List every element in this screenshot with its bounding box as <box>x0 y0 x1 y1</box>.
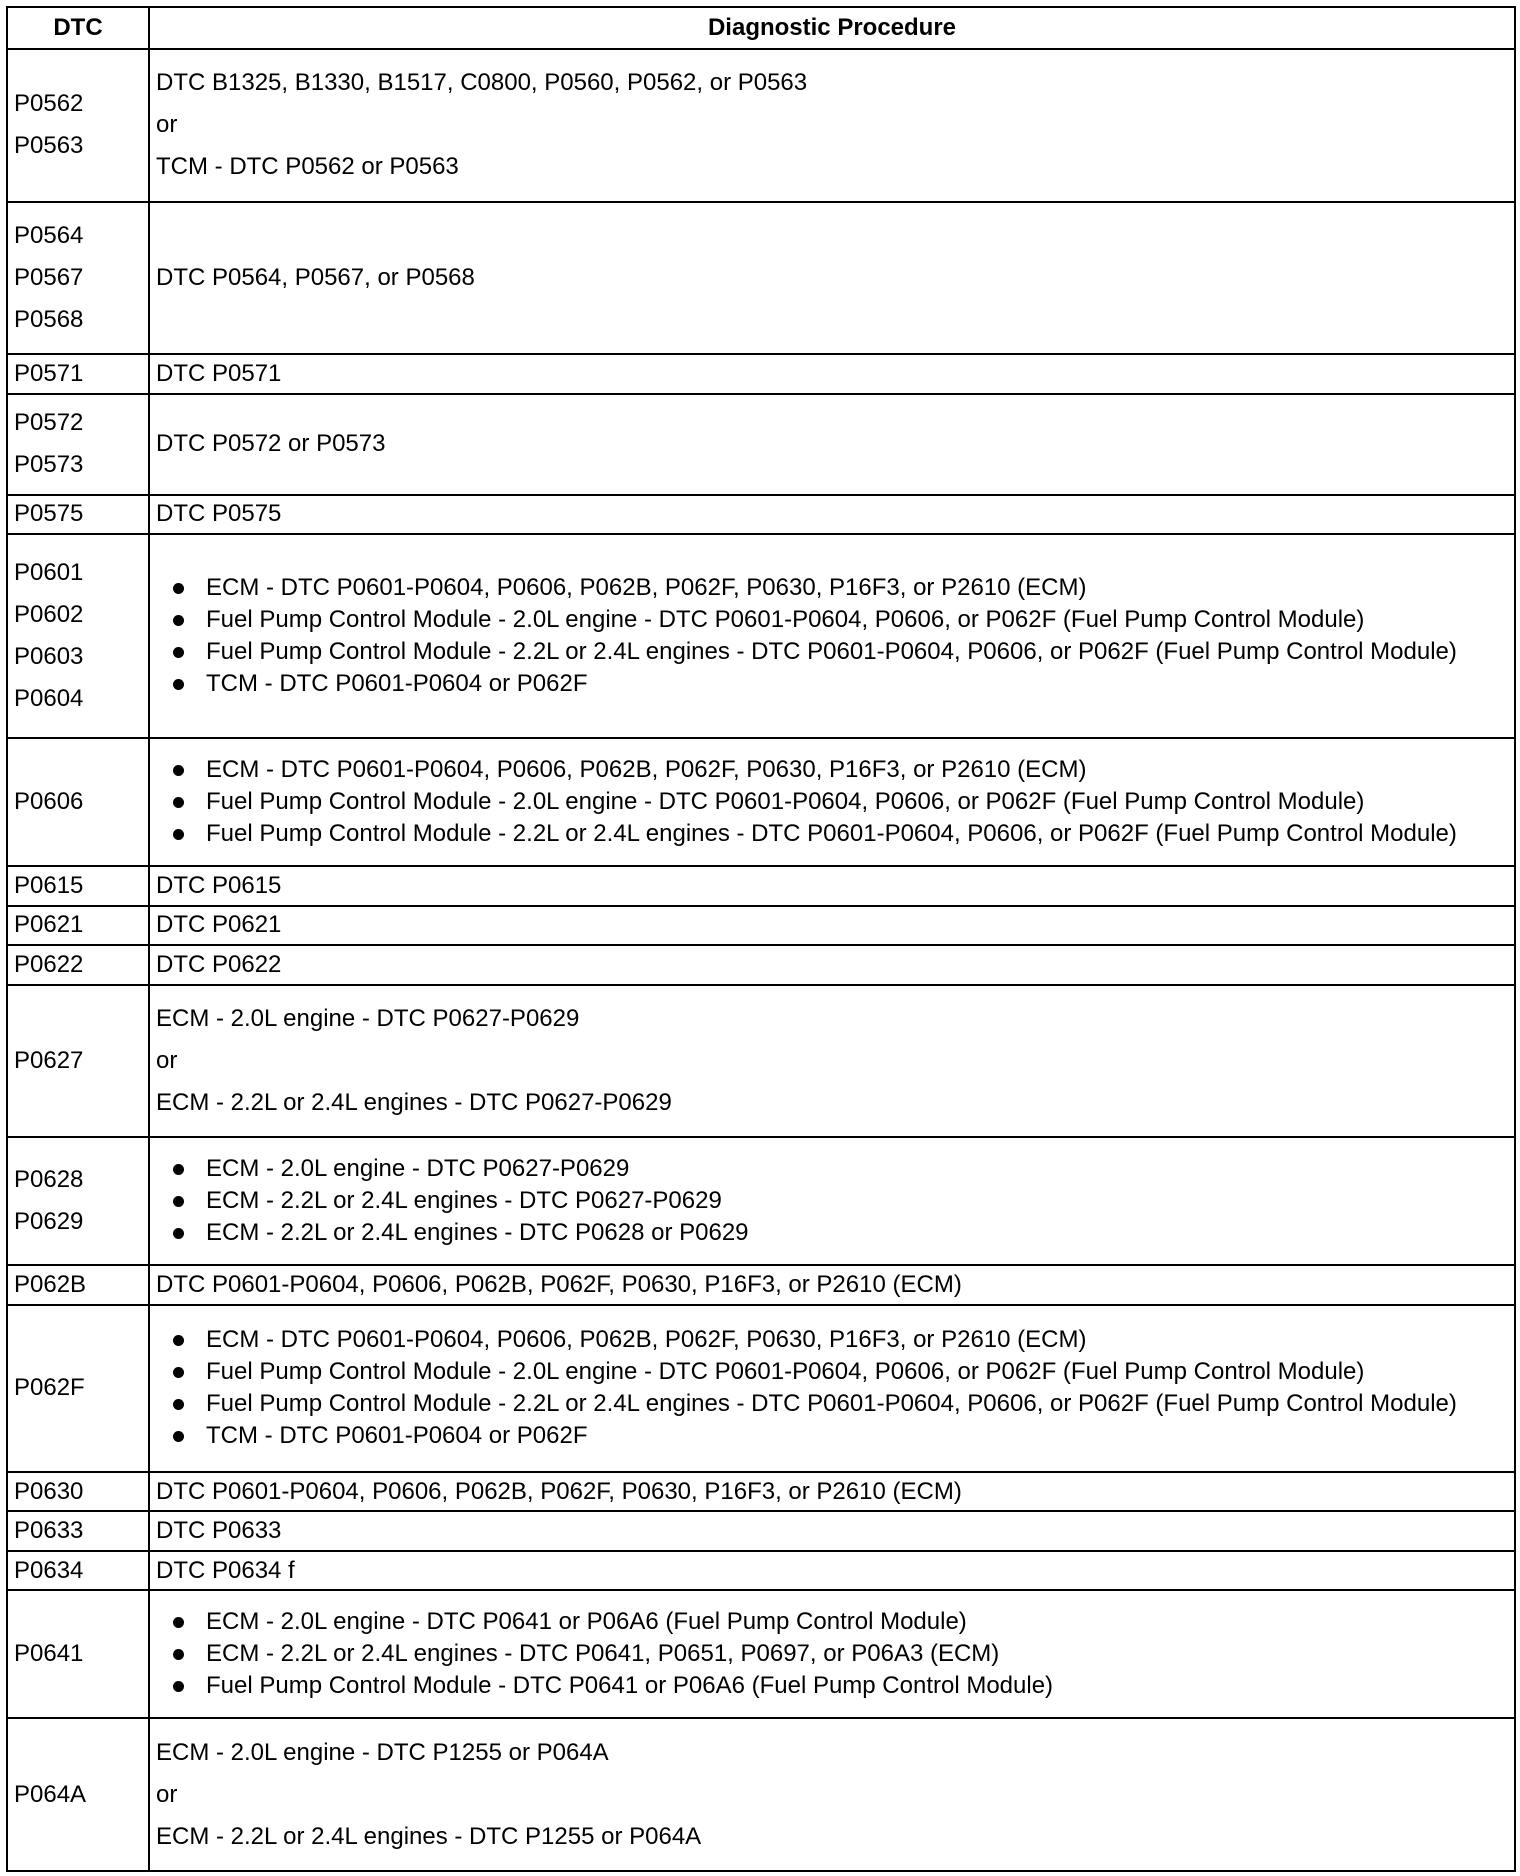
procedure-bullet-item <box>156 669 1508 699</box>
procedure-text: DTC B1325, B1330, B1517, C0800, P0560, P0562, or P0563 <box>156 69 808 97</box>
procedure-bullet-text: Fuel Pump Control Module - 2.0L engine - DTC P0601-P0604, P0606, or P062F (Fuel Pump Control Module) <box>206 1358 1365 1386</box>
procedure-bullet-list <box>156 1607 1508 1701</box>
dtc-code-cell <box>7 202 149 355</box>
table-row <box>7 1718 1515 1871</box>
procedure-bullet-text: Fuel Pump Control Module - 2.2L or 2.4L engines - DTC P0601-P0604, P0606, or P062F (Fuel Pump Control Module) <box>206 820 1457 848</box>
procedure-bullet-text: ECM - 2.2L or 2.4L engines - DTC P0641, P0651, P0697, or P06A3 (ECM) <box>206 1640 1000 1668</box>
dtc-code-cell <box>7 1590 149 1718</box>
procedure-bullet-item <box>156 1154 1508 1184</box>
procedure-text: DTC P0571 <box>156 359 282 387</box>
table-row <box>7 945 1515 984</box>
table-row <box>7 534 1515 738</box>
bullet-icon <box>173 797 184 808</box>
dtc-code-cell <box>7 1718 149 1871</box>
procedure-text: DTC P0634 f <box>156 1556 295 1584</box>
procedure-or-separator: or <box>156 1780 178 1808</box>
procedure-bullet-text: ECM - 2.0L engine - DTC P0641 or P06A6 (Fuel Pump Control Module) <box>206 1608 967 1636</box>
procedure-text: ECM - 2.0L engine - DTC P0627-P0629 <box>156 1004 580 1032</box>
dtc-code: P0622 <box>14 950 84 978</box>
procedure-bullet-text: Fuel Pump Control Module - DTC P0641 or P06A6 (Fuel Pump Control Module) <box>206 1672 1054 1700</box>
procedure-text: DTC P0633 <box>156 1517 282 1545</box>
dtc-code: P0572 <box>14 409 84 437</box>
procedure-text: DTC P0621 <box>156 911 282 939</box>
bullet-icon <box>173 765 184 776</box>
dtc-code: P0627 <box>14 1046 84 1074</box>
dtc-code-cell <box>7 1511 149 1550</box>
dtc-code-cell <box>7 866 149 905</box>
bullet-icon <box>173 1649 184 1660</box>
bullet-icon <box>173 1399 184 1410</box>
table-row <box>7 1551 1515 1590</box>
procedure-cell <box>149 1718 1515 1871</box>
table-row <box>7 1511 1515 1550</box>
dtc-code-cell <box>7 906 149 945</box>
bullet-icon <box>173 1617 184 1628</box>
procedure-bullet-text: ECM - DTC P0601-P0604, P0606, P062B, P062F, P0630, P16F3, or P2610 (ECM) <box>206 1326 1087 1354</box>
dtc-code: P062B <box>14 1270 87 1298</box>
procedure-text: DTC P0601-P0604, P0606, P062B, P062F, P0630, P16F3, or P2610 (ECM) <box>156 1270 962 1298</box>
table-row <box>7 738 1515 866</box>
procedure-bullet-text: ECM - 2.2L or 2.4L engines - DTC P0628 or P0629 <box>206 1219 749 1247</box>
bullet-icon <box>173 647 184 658</box>
procedure-bullet-list <box>156 1325 1508 1451</box>
bullet-icon <box>173 1228 184 1239</box>
procedure-or-separator: or <box>156 1046 178 1074</box>
procedure-bullet-list <box>156 1154 1508 1248</box>
dtc-column-header: DTC <box>7 7 149 49</box>
dtc-code: P0634 <box>14 1556 84 1584</box>
dtc-code: P0563 <box>14 132 84 160</box>
dtc-code-cell <box>7 1137 149 1265</box>
procedure-bullet-text: ECM - DTC P0601-P0604, P0606, P062B, P062F, P0630, P16F3, or P2610 (ECM) <box>206 756 1087 784</box>
dtc-code: P0564 <box>14 221 84 249</box>
dtc-code: P0615 <box>14 872 84 900</box>
procedure-bullet-item <box>156 637 1508 667</box>
procedure-cell <box>149 1551 1515 1590</box>
procedure-text: ECM - 2.2L or 2.4L engines - DTC P0627-P0629 <box>156 1088 672 1116</box>
procedure-cell <box>149 1265 1515 1304</box>
table-row <box>7 49 1515 202</box>
procedure-bullet-item <box>156 1325 1508 1355</box>
bullet-icon <box>173 1431 184 1442</box>
bullet-icon <box>173 1196 184 1207</box>
dtc-code-cell <box>7 394 149 495</box>
procedure-bullet-item <box>156 819 1508 849</box>
dtc-code: P0575 <box>14 500 84 528</box>
procedure-bullet-list <box>156 573 1508 699</box>
procedure-bullet-item <box>156 1218 1508 1248</box>
bullet-icon <box>173 829 184 840</box>
procedure-or-separator: or <box>156 111 178 139</box>
dtc-code-cell <box>7 1305 149 1472</box>
dtc-code: P0571 <box>14 359 84 387</box>
procedure-bullet-item <box>156 1389 1508 1419</box>
dtc-code: P062F <box>14 1374 85 1402</box>
procedure-text: ECM - 2.2L or 2.4L engines - DTC P1255 or P064A <box>156 1822 702 1850</box>
procedure-bullet-item <box>156 1357 1508 1387</box>
procedure-text: DTC P0615 <box>156 872 282 900</box>
procedure-bullet-item <box>156 1607 1508 1637</box>
procedure-bullet-text: Fuel Pump Control Module - 2.2L or 2.4L engines - DTC P0601-P0604, P0606, or P062F (Fuel Pump Control Module) <box>206 638 1457 666</box>
dtc-code: P0633 <box>14 1517 84 1545</box>
procedure-bullet-text: TCM - DTC P0601-P0604 or P062F <box>206 670 588 698</box>
dtc-code: P0641 <box>14 1640 84 1668</box>
procedure-text: DTC P0564, P0567, or P0568 <box>156 263 475 291</box>
procedure-bullet-item <box>156 605 1508 635</box>
dtc-code: P0628 <box>14 1166 84 1194</box>
procedure-text: DTC P0622 <box>156 950 282 978</box>
dtc-code-cell <box>7 354 149 393</box>
procedure-cell <box>149 738 1515 866</box>
procedure-cell <box>149 394 1515 495</box>
bullet-icon <box>173 615 184 626</box>
bullet-icon <box>173 1367 184 1378</box>
table-row <box>7 906 1515 945</box>
dtc-code: P0621 <box>14 911 84 939</box>
bullet-icon <box>173 679 184 690</box>
dtc-code-cell <box>7 495 149 534</box>
procedure-text: TCM - DTC P0562 or P0563 <box>156 153 459 181</box>
dtc-table <box>6 6 1516 1872</box>
procedure-text: DTC P0601-P0604, P0606, P062B, P062F, P0630, P16F3, or P2610 (ECM) <box>156 1477 962 1505</box>
table-row <box>7 866 1515 905</box>
procedure-bullet-text: Fuel Pump Control Module - 2.0L engine - DTC P0601-P0604, P0606, or P062F (Fuel Pump Control Module) <box>206 788 1365 816</box>
table-row <box>7 985 1515 1138</box>
bullet-icon <box>173 1335 184 1346</box>
table-row <box>7 1137 1515 1265</box>
dtc-code-cell <box>7 534 149 738</box>
dtc-code: P0603 <box>14 643 84 671</box>
table-row <box>7 394 1515 495</box>
dtc-code-cell <box>7 1265 149 1304</box>
procedure-bullet-item <box>156 1639 1508 1669</box>
procedure-cell <box>149 985 1515 1138</box>
dtc-code-cell <box>7 985 149 1138</box>
procedure-cell <box>149 1472 1515 1511</box>
procedure-bullet-item <box>156 1421 1508 1451</box>
procedure-cell <box>149 866 1515 905</box>
procedure-cell <box>149 202 1515 355</box>
procedure-bullet-text: ECM - DTC P0601-P0604, P0606, P062B, P062F, P0630, P16F3, or P2610 (ECM) <box>206 574 1087 602</box>
dtc-code: P064A <box>14 1780 87 1808</box>
procedure-bullet-text: TCM - DTC P0601-P0604 or P062F <box>206 1422 588 1450</box>
procedure-cell <box>149 495 1515 534</box>
table-row <box>7 1472 1515 1511</box>
procedure-cell <box>149 906 1515 945</box>
procedure-bullet-item <box>156 1671 1508 1701</box>
dtc-code: P0629 <box>14 1208 84 1236</box>
procedure-cell <box>149 1137 1515 1265</box>
procedure-text: DTC P0572 or P0573 <box>156 430 386 458</box>
procedure-cell <box>149 945 1515 984</box>
table-row <box>7 1305 1515 1472</box>
procedure-column-header: Diagnostic Procedure <box>149 7 1515 49</box>
procedure-bullet-item <box>156 1186 1508 1216</box>
procedure-cell <box>149 534 1515 738</box>
procedure-bullet-text: Fuel Pump Control Module - 2.0L engine - DTC P0601-P0604, P0606, or P062F (Fuel Pump Control Module) <box>206 606 1365 634</box>
dtc-code-cell <box>7 49 149 202</box>
table-row <box>7 202 1515 355</box>
table-row <box>7 1590 1515 1718</box>
dtc-code: P0568 <box>14 305 84 333</box>
table-row <box>7 1265 1515 1304</box>
procedure-cell <box>149 49 1515 202</box>
procedure-bullet-item <box>156 755 1508 785</box>
dtc-code-cell <box>7 945 149 984</box>
procedure-cell <box>149 1511 1515 1550</box>
dtc-code: P0601 <box>14 559 84 587</box>
procedure-bullet-list <box>156 755 1508 849</box>
dtc-code: P0606 <box>14 788 84 816</box>
procedure-bullet-text: Fuel Pump Control Module - 2.2L or 2.4L engines - DTC P0601-P0604, P0606, or P062F (Fuel Pump Control Module) <box>206 1390 1457 1418</box>
table-row <box>7 354 1515 393</box>
dtc-code-cell <box>7 1472 149 1511</box>
procedure-cell <box>149 354 1515 393</box>
dtc-code: P0604 <box>14 685 84 713</box>
bullet-icon <box>173 1164 184 1175</box>
table-body <box>7 49 1515 1871</box>
procedure-cell <box>149 1305 1515 1472</box>
dtc-code: P0602 <box>14 601 84 629</box>
procedure-cell <box>149 1590 1515 1718</box>
procedure-bullet-item <box>156 573 1508 603</box>
procedure-bullet-text: ECM - 2.2L or 2.4L engines - DTC P0627-P0629 <box>206 1187 722 1215</box>
procedure-text: DTC P0575 <box>156 500 282 528</box>
dtc-code: P0562 <box>14 90 84 118</box>
table-row <box>7 495 1515 534</box>
dtc-code: P0573 <box>14 451 84 479</box>
bullet-icon <box>173 1681 184 1692</box>
dtc-code: P0630 <box>14 1477 84 1505</box>
procedure-bullet-item <box>156 787 1508 817</box>
dtc-code: P0567 <box>14 263 84 291</box>
dtc-code-cell <box>7 738 149 866</box>
procedure-text: ECM - 2.0L engine - DTC P1255 or P064A <box>156 1738 609 1766</box>
bullet-icon <box>173 583 184 594</box>
header-row <box>7 7 1515 49</box>
dtc-code-cell <box>7 1551 149 1590</box>
procedure-bullet-text: ECM - 2.0L engine - DTC P0627-P0629 <box>206 1155 630 1183</box>
